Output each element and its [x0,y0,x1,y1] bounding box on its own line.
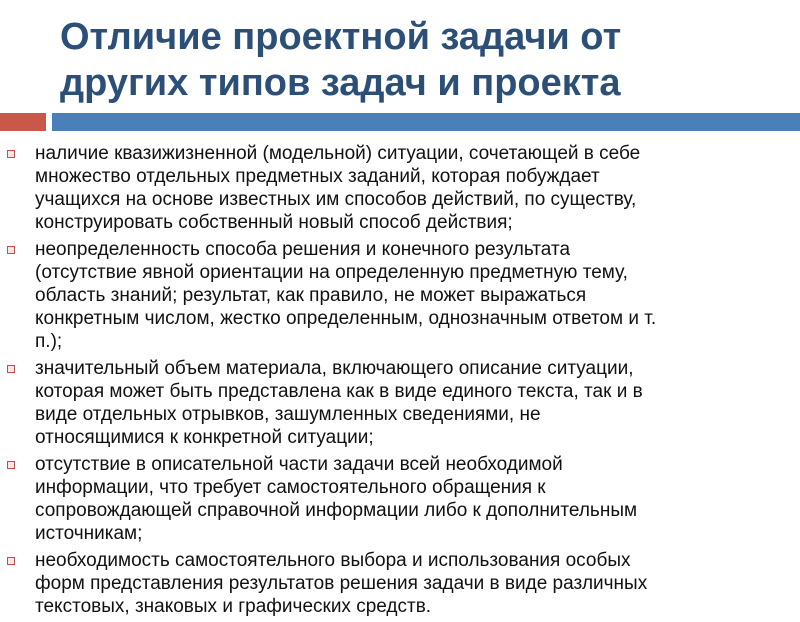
item-text-line: необходимость самостоятельного выбора и использования особых [35,550,631,571]
title-line: Отличие проектной задачи от [60,16,622,58]
square-bullet-icon [7,461,15,469]
title-line: других типов задач и проекта [60,62,621,104]
item-text-line: (отсутствие явной ориентации на определенную предметную тему, [35,262,628,283]
item-text-line: множество отдельных предметных заданий, которая побуждает [35,166,600,187]
title-divider-bar [52,113,800,131]
square-bullet-icon [7,557,15,565]
item-text-line: конкретным числом, жестко определенным, однозначным ответом и т. [35,308,657,329]
item-text-line: относящимися к конкретной ситуации; [35,427,374,448]
list-item [0,238,800,353]
item-text-line: форм представления результатов решения задачи в виде различных [35,573,648,594]
item-text-line: конструировать собственный новый способ действия; [35,212,513,233]
item-text-line: информации, что требует самостоятельного обращения к [35,477,546,498]
item-text-line: сопровождающей справочной информации либо к дополнительным [35,500,638,521]
square-bullet-icon [7,150,15,158]
list-item [0,142,800,234]
list-item [0,453,800,545]
item-text-line: текстовых, знаковых и графических средств. [35,596,432,617]
item-text-line: виде отдельных отрывков, зашумленных сведениями, не [35,404,541,425]
slide-title [60,14,780,106]
item-text-line: наличие квазижизненной (модельной) ситуации, сочетающей в себе [35,143,641,164]
item-text-line: источникам; [35,523,143,544]
item-text-line: учащихся на основе известных им способов действий, по существу, [35,189,637,210]
bullet-list [0,142,800,622]
item-text-line: п.); [35,331,63,352]
item-text-line: неопределенность способа решения и конечного результата [35,239,571,260]
item-text-line: которая может быть представлена как в виде единого текста, так и в [35,381,643,402]
item-text-line: значительный объем материала, включающего описание ситуации, [35,358,634,379]
square-bullet-icon [7,365,15,373]
title-divider-accent [0,113,46,131]
item-text-line: область знаний; результат, как правило, не может выражаться [35,285,587,306]
list-item [0,357,800,449]
square-bullet-icon [7,246,15,254]
list-item [0,549,800,618]
item-text-line: отсутствие в описательной части задачи всей необходимой [35,454,563,475]
